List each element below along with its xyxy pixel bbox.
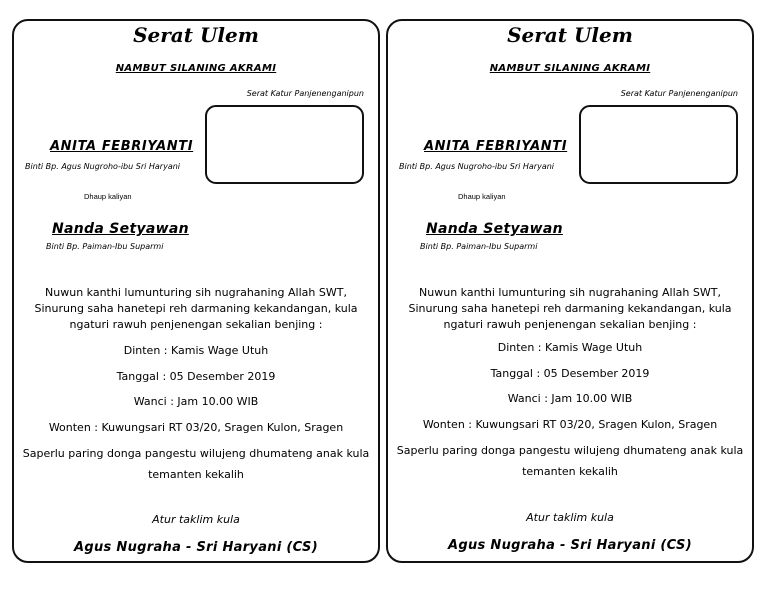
groom-parents: Binti Bp. Paiman-Ibu Suparmi — [46, 242, 164, 251]
bride-parents: Binti Bp. Agus Nugroho-ibu Sri Haryani — [25, 162, 181, 171]
host-signature: Agus Nugraha - Sri Haryani (CS) — [448, 538, 692, 553]
groom-parents: Binti Bp. Paiman-Ibu Suparmi — [420, 242, 538, 251]
event-day: Dinten : Kamis Wage Utuh — [123, 344, 269, 357]
closing-greeting: Atur taklim kula — [526, 511, 614, 524]
card-subtitle: NAMBUT SILANING AKRAMI — [115, 63, 277, 74]
recipient-label: Serat Katur Panjenenganipun — [246, 89, 364, 98]
recipient-label: Serat Katur Panjenenganipun — [620, 89, 738, 98]
host-signature: Agus Nugraha - Sri Haryani (CS) — [74, 540, 318, 555]
purpose-line-2: temanten kekalih — [148, 468, 244, 481]
purpose-line-2: temanten kekalih — [522, 465, 618, 478]
intro-text: Nuwun kanthi lumunturing sih nugrahaning Allah SWT, Sinurung saha hanetepi reh darmaning kekandangan, kula ngaturi rawuh penjenengan sekalian benjing : — [408, 286, 732, 331]
dhaup-label: Dhaup kaliyan — [458, 192, 506, 201]
purpose-line-1: Saperlu paring donga pangestu wilujeng dhumateng anak kula — [22, 447, 370, 460]
bride-name: ANITA FEBRIYANTI — [424, 139, 568, 154]
purpose-line-1: Saperlu paring donga pangestu wilujeng dhumateng anak kula — [396, 444, 744, 457]
event-day: Dinten : Kamis Wage Utuh — [497, 341, 643, 354]
bride-parents: Binti Bp. Agus Nugroho-ibu Sri Haryani — [399, 162, 555, 171]
event-date: Tanggal : 05 Desember 2019 — [116, 370, 276, 383]
card-title: Serat Ulem — [133, 23, 259, 47]
event-time: Wanci : Jam 10.00 WIB — [133, 395, 259, 408]
groom-name: Nanda Setyawan — [52, 221, 189, 237]
dhaup-label: Dhaup kaliyan — [84, 192, 132, 201]
event-location: Wonten : Kuwungsari RT 03/20, Sragen Kulon, Sragen — [48, 421, 344, 434]
event-time: Wanci : Jam 10.00 WIB — [507, 392, 633, 405]
invitation-card-left — [12, 19, 380, 563]
recipient-box — [205, 105, 364, 184]
card-subtitle: NAMBUT SILANING AKRAMI — [489, 63, 651, 74]
invitation-card-right — [386, 19, 754, 563]
recipient-box — [579, 105, 738, 184]
event-date: Tanggal : 05 Desember 2019 — [490, 367, 650, 380]
bride-name: ANITA FEBRIYANTI — [50, 139, 194, 154]
closing-greeting: Atur taklim kula — [152, 513, 240, 526]
event-location: Wonten : Kuwungsari RT 03/20, Sragen Kulon, Sragen — [422, 418, 718, 431]
card-title: Serat Ulem — [507, 23, 633, 47]
groom-name: Nanda Setyawan — [426, 221, 563, 237]
intro-text: Nuwun kanthi lumunturing sih nugrahaning Allah SWT, Sinurung saha hanetepi reh darmaning kekandangan, kula ngaturi rawuh penjenengan sekalian benjing : — [34, 286, 358, 331]
